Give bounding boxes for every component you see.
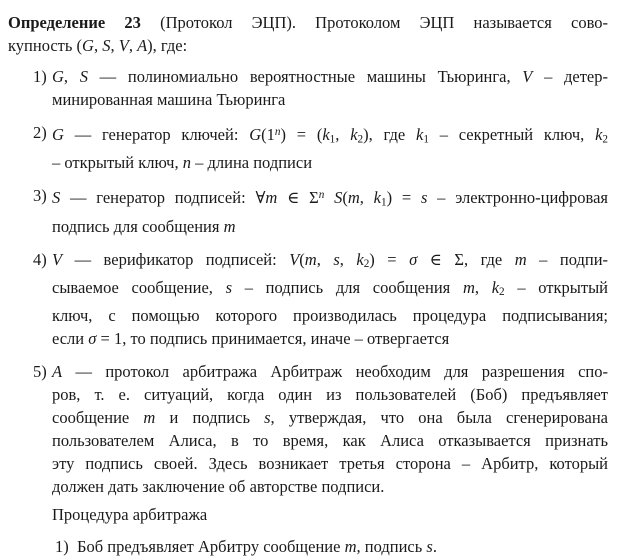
text-run: m bbox=[462, 277, 475, 297]
text-run: — верификатор подписей: bbox=[62, 249, 290, 269]
definition-item bbox=[33, 121, 608, 174]
text-run: ), где bbox=[363, 125, 416, 145]
text-run: 2 bbox=[602, 133, 608, 146]
text-run: купность ( bbox=[8, 36, 83, 55]
text-run: s bbox=[420, 188, 428, 208]
text-run: , утверждая, что она была сгенерирована bbox=[270, 408, 608, 428]
text-line bbox=[52, 327, 608, 350]
text-run: ) = bbox=[386, 188, 421, 208]
text-run: G bbox=[82, 36, 94, 55]
text-run: 2 bbox=[363, 257, 370, 270]
text-run: если bbox=[52, 329, 89, 349]
text-run: (Протокол ЭЦП). Протоколом ЭЦП называется сово- bbox=[140, 13, 609, 32]
text-run: подпись для сообщения bbox=[52, 216, 224, 236]
text-run: — генератор ключей: bbox=[63, 125, 250, 145]
text-run: ( bbox=[342, 188, 348, 208]
text-run: ключ, с помощью которого производилась процедура подписывания; bbox=[52, 306, 608, 326]
text-line bbox=[52, 503, 608, 526]
text-run: – секретный ключ, bbox=[428, 125, 596, 145]
text-run: эту подпись своей. Здесь возникает третья сторона – Арбитр, который bbox=[52, 454, 608, 474]
text-run: V bbox=[522, 67, 533, 86]
definition-list bbox=[8, 65, 608, 558]
text-run: s bbox=[264, 408, 271, 428]
text-run: k bbox=[373, 188, 381, 208]
text-line bbox=[52, 475, 608, 498]
text-run: ∈ Σ, где bbox=[417, 249, 515, 269]
item-marker: 4) bbox=[33, 249, 47, 269]
item-marker: 1) bbox=[55, 537, 69, 557]
text-run: , bbox=[110, 36, 119, 55]
text-line bbox=[52, 406, 608, 429]
text-run: , bbox=[316, 249, 334, 269]
text-run: — протокол арбитража Арбитраж необходим для разрешения спо- bbox=[62, 362, 608, 382]
item-marker: 5) bbox=[33, 362, 47, 382]
text-run: , подпись bbox=[356, 537, 427, 557]
text-run: S bbox=[52, 188, 61, 208]
text-run: σ bbox=[409, 249, 418, 269]
text-run: 2 bbox=[357, 133, 364, 146]
text-run: – электронно-цифровая bbox=[427, 188, 608, 208]
text-line bbox=[52, 65, 608, 88]
arbitration-procedure-heading bbox=[52, 503, 608, 526]
text-line bbox=[8, 11, 608, 34]
text-run: ( bbox=[299, 249, 305, 269]
text-run: , bbox=[474, 277, 492, 297]
text-run: сываемое сообщение, bbox=[52, 277, 226, 297]
text-run: ) = bbox=[369, 249, 410, 269]
text-run: ) = ( bbox=[280, 125, 323, 145]
text-run: = 1, то подпись принимается, иначе – отвергается bbox=[96, 329, 450, 349]
text-run bbox=[324, 188, 334, 207]
definition-item bbox=[33, 65, 608, 111]
text-run: S bbox=[102, 36, 111, 55]
text-run: s bbox=[426, 537, 433, 557]
text-line bbox=[52, 452, 608, 475]
item-marker: 3) bbox=[33, 186, 47, 206]
text-run: – подпи- bbox=[526, 249, 609, 269]
text-run: n bbox=[274, 126, 281, 138]
text-run: пользователем Алиса, в то время, как Алиса отказывается признать bbox=[52, 431, 608, 451]
text-run: V bbox=[118, 36, 129, 55]
text-line bbox=[52, 276, 608, 304]
text-line bbox=[52, 248, 608, 276]
text-run: ), где: bbox=[147, 36, 188, 55]
text-line bbox=[52, 215, 608, 238]
text-line bbox=[52, 360, 608, 383]
text-run: – длина подписи bbox=[190, 153, 313, 173]
text-run: , bbox=[335, 125, 351, 145]
text-run: Определение 23 bbox=[8, 13, 141, 32]
item-marker: 1) bbox=[33, 67, 47, 86]
text-run: k bbox=[491, 277, 500, 297]
text-run: m bbox=[304, 249, 317, 269]
text-run: , bbox=[93, 36, 103, 55]
text-run: – открытый ключ, bbox=[52, 153, 183, 173]
item-marker: 2) bbox=[33, 123, 47, 142]
text-line bbox=[52, 88, 608, 111]
text-run: G bbox=[249, 125, 262, 145]
text-run: A bbox=[52, 362, 63, 382]
text-run: A bbox=[137, 36, 148, 55]
text-run: должен дать заключение об авторстве подписи. bbox=[52, 477, 385, 497]
text-run: сообщение bbox=[52, 408, 144, 428]
text-run: k bbox=[595, 125, 603, 145]
definition-heading bbox=[8, 11, 608, 57]
text-line bbox=[77, 535, 608, 558]
text-run: k bbox=[350, 125, 358, 145]
text-run: G bbox=[52, 67, 64, 86]
text-run: — полиномиально вероятностные машины Тьюринга, bbox=[87, 67, 523, 86]
definition-item bbox=[33, 248, 609, 350]
definition-item bbox=[33, 184, 608, 237]
text-run: s bbox=[225, 277, 233, 297]
text-run: Процедура арбитража bbox=[52, 505, 208, 525]
text-line bbox=[52, 383, 608, 406]
text-run: m bbox=[223, 216, 236, 236]
text-run: , bbox=[63, 67, 80, 86]
text-run: , bbox=[128, 36, 138, 55]
text-run: ∈ Σ bbox=[277, 188, 319, 208]
text-line bbox=[52, 184, 608, 214]
text-line bbox=[8, 34, 608, 57]
arbitration-steps-list bbox=[52, 535, 608, 558]
text-line bbox=[52, 429, 608, 452]
text-run: m bbox=[265, 188, 278, 208]
text-run: σ bbox=[88, 329, 97, 349]
text-run: – открытый bbox=[504, 277, 608, 297]
text-line bbox=[52, 121, 608, 151]
arbitration-step bbox=[55, 535, 608, 558]
text-run: m bbox=[344, 537, 357, 557]
text-run: m bbox=[514, 249, 527, 269]
text-run: — генератор подписей: ∀ bbox=[60, 188, 266, 208]
text-run: . bbox=[432, 537, 437, 557]
text-run: 1 bbox=[423, 133, 429, 146]
text-run: , bbox=[359, 188, 374, 208]
text-run: ров, т. е. ситуаций, когда один из пользователей (Боб) предъявляет bbox=[52, 385, 608, 405]
text-run: V bbox=[52, 249, 63, 269]
text-run: , bbox=[339, 249, 357, 269]
text-run: 2 bbox=[499, 286, 505, 299]
text-run: (1 bbox=[261, 125, 275, 145]
text-run: S bbox=[334, 188, 343, 208]
text-run: – детер- bbox=[532, 67, 608, 86]
text-run: V bbox=[289, 249, 300, 269]
text-run: Боб предъявляет Арбитру сообщение bbox=[77, 537, 345, 557]
text-run: m bbox=[143, 408, 156, 428]
text-run: k bbox=[415, 125, 424, 145]
text-run: n bbox=[182, 153, 191, 173]
text-run: – подпись для сообщения bbox=[232, 277, 463, 297]
text-run: минированная машина Тьюринга bbox=[52, 90, 286, 109]
text-run: s bbox=[333, 249, 340, 269]
text-run: S bbox=[79, 67, 88, 86]
text-run: m bbox=[347, 188, 360, 208]
text-run: и подпись bbox=[155, 408, 265, 428]
text-line bbox=[52, 304, 608, 327]
text-line bbox=[52, 151, 608, 174]
text-run: 1 bbox=[381, 196, 387, 209]
text-run: n bbox=[318, 189, 325, 202]
text-run: G bbox=[52, 125, 64, 145]
text-run: 1 bbox=[329, 133, 336, 146]
definition-item bbox=[33, 360, 608, 558]
text-run: k bbox=[322, 125, 330, 145]
text-run: k bbox=[356, 249, 364, 269]
